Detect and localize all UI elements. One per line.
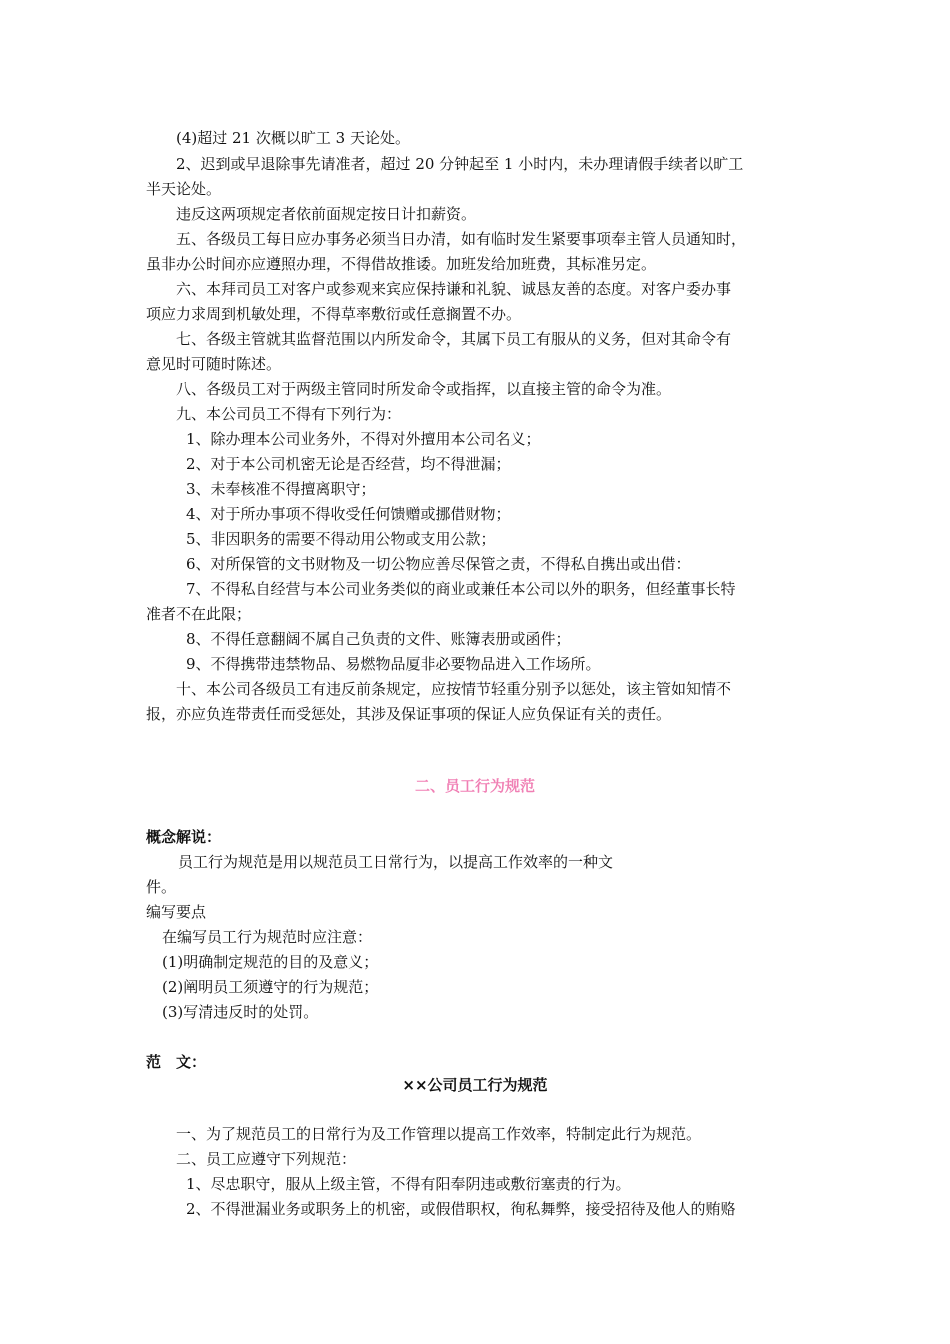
section-title: 二、员工行为规范 [414,777,535,795]
paragraph-line: 报，亦应负连带责任而受惩处，其涉及保证事项的保证人应负保证有关的责任。 [146,705,672,723]
sample-line: 一、为了规范员工的日常行为及工作管理以提高工作效率，特制定此行为规范。 [176,1125,702,1143]
paragraph-line: 半天论处。 [146,180,222,198]
paragraph-line: 八、各级员工对于两级主管同时所发命令或指挥，以直接主管的命令为准。 [176,380,672,398]
list-item: 准者不在此限； [146,605,252,623]
list-item: 4、对于所办事项不得收受任何馈赠或挪借财物； [186,505,511,523]
list-item: 8、不得任意翻阔不属自己负责的文件、账簿表册或函件； [186,630,571,648]
sample-line: 2、不得泄漏业务或职务上的机密，或假借职权，徇私舞弊，接受招待及他人的贿赂 [186,1200,736,1218]
list-item: 9、不得携带违禁物品、易燃物品厦非必要物品进入工作场所。 [186,655,601,673]
concept-line: 员工行为规范是用以规范员工日常行为，以提高工作效率的一种文 [178,853,614,871]
paragraph-line: 七、各级主管就其监督范围以内所发命令，其属下员工有服从的义务，但对其命令有 [176,330,732,348]
paragraph-line: 虽非办公时间亦应遵照办理，不得借故推诿。加班发给加班费，其标准另定。 [146,255,657,273]
list-item: 1、除办理本公司业务外，不得对外擅用本公司名义； [186,430,541,448]
writing-line: (3)写清违反时的处罚。 [162,1003,319,1021]
list-item: 7、不得私自经营与本公司业务类似的商业或兼任本公司以外的职务，但经董事长特 [186,580,736,598]
list-item: 3、未奉核准不得擅离职守； [186,480,376,498]
list-item: 2、对于本公司机密无论是否经营，均不得泄漏； [186,455,511,473]
paragraph-line: 2、迟到或早退除事先请准者，超过 20 分钟起至 1 小时内，未办理请假手续者以旷工 [176,155,744,173]
concept-heading: 概念解说： [146,828,222,846]
paragraph-line: (4)超过 21 次概以旷工 3 天论处。 [176,129,410,147]
paragraph-line: 五、各级员工每日应办事务必须当日办清，如有临时发生紧要事项奉主管人员通知时， [176,230,747,248]
paragraph-line: 九、本公司员工不得有下列行为： [176,405,402,423]
sample-heading: 范 文： [146,1053,207,1071]
paragraph-line: 十、本公司各级员工有违反前条规定，应按情节轻重分别予以惩处，该主管如知情不 [176,680,732,698]
list-item: 6、对所保管的文书财物及一切公物应善尽保管之责，不得私自携出或出借： [186,555,691,573]
paragraph-line: 违反这两项规定者依前面规定按日计扣薪资。 [176,205,477,223]
writing-line: (1)明确制定规范的目的及意义； [162,953,379,971]
sample-line: 二、员工应遵守下列规范： [176,1150,357,1168]
writing-heading: 编写要点 [146,903,207,921]
concept-line: 件。 [146,878,177,896]
paragraph-line: 六、本拜司员工对客户或参观来宾应保持谦和礼貌、诚恳友善的态度。对客户委办事 [176,280,732,298]
sample-line: 1、尽忠职守，服从上级主管，不得有阳奉阴违或敷衍塞责的行为。 [186,1175,631,1193]
paragraph-line: 意见时可随时陈述。 [146,355,282,373]
list-item: 5、非因职务的需要不得动用公物或支用公款； [186,530,496,548]
sample-title: ××公司员工行为规范 [402,1076,548,1094]
writing-line: (2)阐明员工须遵守的行为规范； [162,978,379,996]
paragraph-line: 项应力求周到机敏处理，不得草率敷衍或任意搁置不办。 [146,305,522,323]
writing-line: 在编写员工行为规范时应注意： [162,928,373,946]
